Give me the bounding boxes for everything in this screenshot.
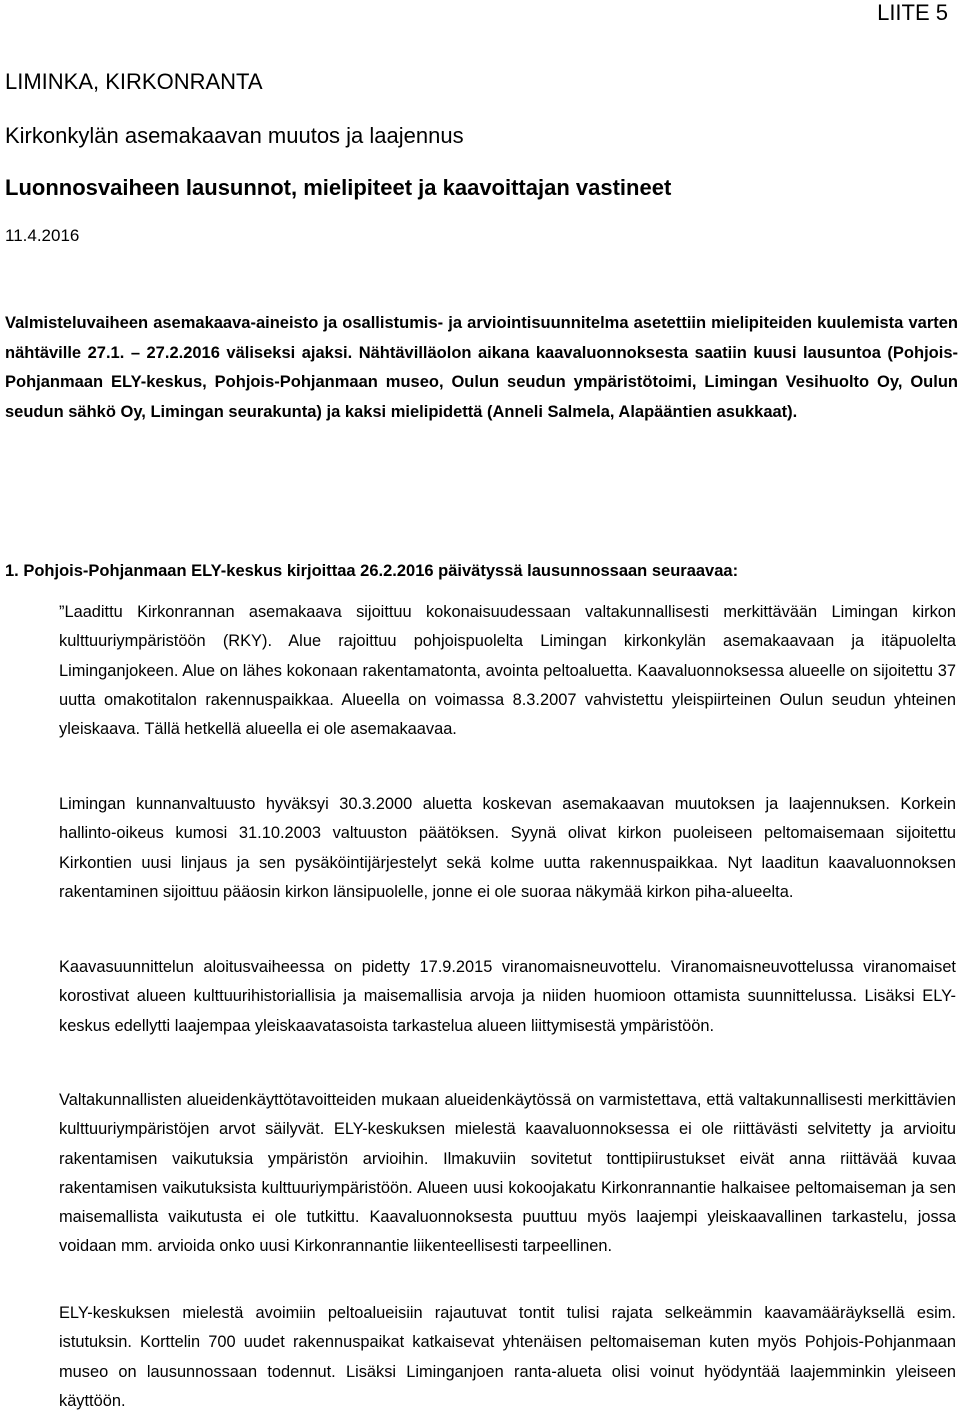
intro-text: Nähtävilläolon aikana kaavaluonnoksesta saatiin kuusi lausuntoa (Pohjois-Pohjanmaan ELY-keskus, Pohjois-Pohjanmaan museo, Oulun seudun ympäristötoimi, Limingan Vesihuolto Oy, Oulun seudun sähkö Oy, Limingan seurakunta) ja kaksi mielipidettä (Anneli Salmela, Alapääntien asukkaat). <box>5 343 958 421</box>
statement-paragraph: ELY-keskuksen mielestä avoimiin peltoalueisiin rajautuvat tontit tulisi rajata selkeämmin kaavamääräyksellä esim. istutuksin. Korttelin 700 uudet rakennuspaikat katkaisevat yhtenäisen peltomaiseman kuten myös Pohjois-Pohjanmaan museo on lausunnossaan todennut. Lisäksi Liminganjoen ranta-alueta olisi voinut hyödyntää laajemminkin yleiseen käyttöön. <box>59 1304 956 1410</box>
document-date: 11.4.2016 <box>5 226 80 245</box>
statement-paragraph: Limingan kunnanvaltuusto hyväksyi 30.3.2000 aluetta koskevan asemakaavan muutoksen ja laajennuksen. Korkein hallinto-oikeus kumosi 31.10.2003 valtuuston päätöksen. Syynä olivat kirkon puoleiseen peltomaisemaan sijoitettu Kirkontien uusi linjaus ja sen pysäköintijärjestelyt sekä kolme uutta rakennuspaikkaa. Nyt laaditun kaavaluonnoksen rakentaminen sijoittuu pääosin kirkon länsipuolelle, jonne ei ole suoraa näkymää kirkon piha-alueelta. <box>59 795 956 901</box>
section-heading: 1. Pohjois-Pohjanmaan ELY-keskus kirjoittaa 26.2.2016 päivätyssä lausunnossaan seuraavaa: <box>5 562 739 580</box>
document-subject: Luonnosvaiheen lausunnot, mielipiteet ja kaavoittajan vastineet <box>5 175 672 200</box>
statement-paragraph: Kaavasuunnittelun aloitusvaiheessa on pidetty 17.9.2015 viranomaisneuvottelu. Viranomaisneuvottelussa viranomaiset korostivat alueen kulttuurihistoriallisia ja maisemallisia arvoja ja niiden huomioon ottamista suunnittelussa. Lisäksi ELY-keskus edellytti laajempaa yleiskaavatasoista tarkastelua alueen liittymisestä ympäristöön. <box>59 958 956 1035</box>
intro-paragraph <box>5 309 958 427</box>
location-title: LIMINKA, KIRKONRANTA <box>5 69 263 94</box>
intro-lead: Valmisteluvaiheen asemakaava-aineisto ja osallistumis- ja arviointisuunnitelma asetettiin mielipiteiden kuulemista varten nähtäville 27.1. – 27.2.2016 väliseksi ajaksi. <box>5 314 958 362</box>
project-title: Kirkonkylän asemakaavan muutos ja laajennus <box>5 123 464 148</box>
statement-paragraph: ”Laadittu Kirkonrannan asemakaava sijoittuu kokonaisuudessaan valtakunnallisesti merkittävään Limingan kirkon kulttuuriympäristöön (RKY). Alue rajoittuu pohjoispuolelta Limingan kirkonkylän asemakaavaan ja itäpuolelta Liminganjokeen. Alue on lähes kokonaan rakentamatonta, avointa peltoaluetta. Kaavaluonnoksessa alueelle on sijoitettu 37 uutta omakotitalon rakennuspaikkaa. Alueella on voimassa 8.3.2007 vahvistettu yleispiirteinen Oulun seudun yhteinen yleiskaava. Tällä hetkellä alueella ei ole asemakaavaa. <box>59 603 956 739</box>
statement-paragraph: Valtakunnallisten alueidenkäyttötavoitteiden mukaan alueidenkäytössä on varmistettava, että valtakunnallisesti merkittävien kulttuuriympäristöjen arvot säilyvät. ELY-keskuksen mielestä kaavaluonnoksessa ei ole riittävästi selvitetty ja arvioitu rakentamisen vaikutuksia ympäristön arvioihin. Ilmakuviin sovitetut tonttipiirustukset eivät anna riittävää kuvaa rakentamisen vaikutuksista kulttuuriympäristöön. Alueen uusi kokoojakatu Kirkonrannantie halkaisee peltomaiseman ja sen maisemallista vaikutusta ei ole tutkittu. Kaavaluonnoksesta puuttuu myös laajempi yleiskaavallinen tarkastelu, jossa voidaan mm. arvioida onko uusi Kirkonrannantie liikenteellisesti tarpeellinen. <box>59 1091 956 1256</box>
appendix-label: LIITE 5 <box>877 0 948 25</box>
